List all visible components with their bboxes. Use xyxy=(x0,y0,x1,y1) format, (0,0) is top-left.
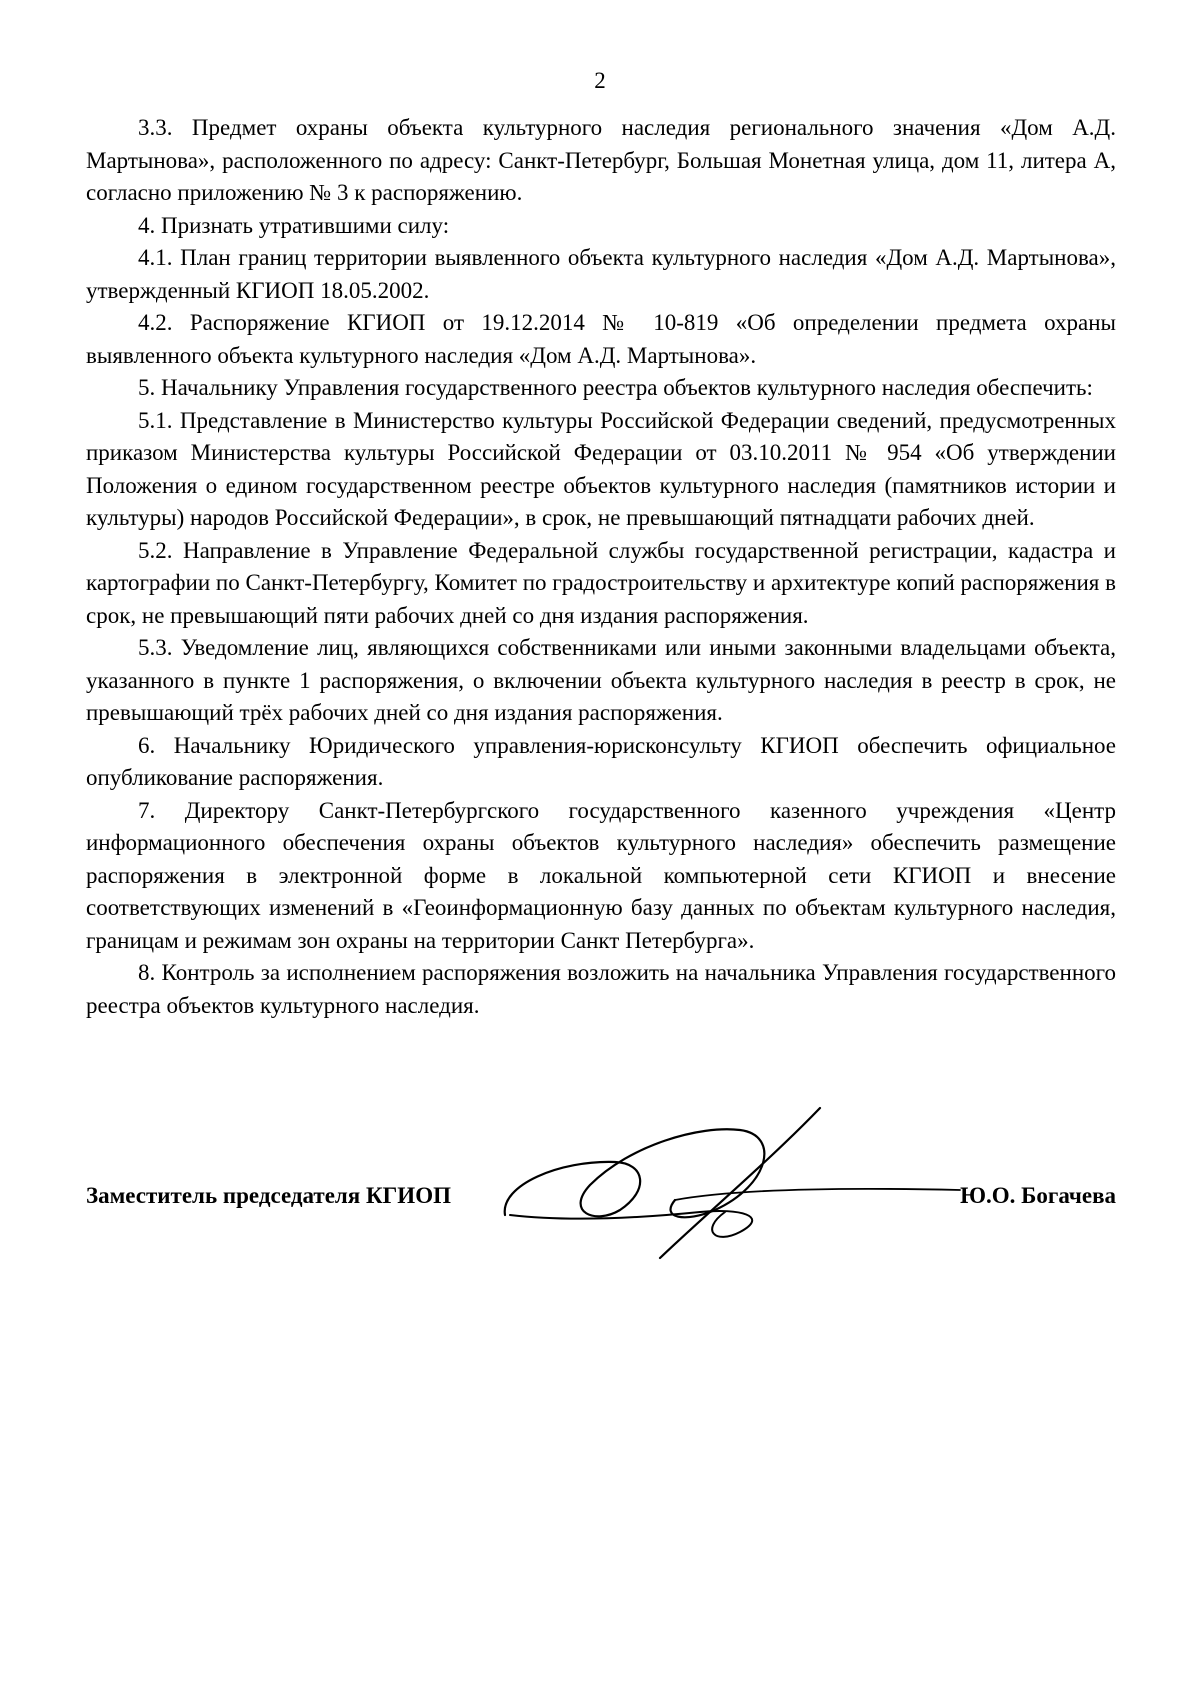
paragraph-5: 5. Начальнику Управления государственного реестра объектов культурного наследия обеспечить: xyxy=(138,375,1093,400)
page-number: 2 xyxy=(594,68,606,93)
paragraph-5-2: 5.2. Направление в Управление Федеральной службы государственной регистрации, кадастра и картографии по Санкт-Петербургу, Комитет по градостроительству и архитектуре копий распоряжения в срок, не превышающий пяти рабочих дней со дня издания распоряжения. xyxy=(86,537,1116,628)
signature-block xyxy=(86,1183,1116,1223)
paragraph-4-1: 4.1. План границ территории выявленного объекта культурного наследия «Дом А.Д. Мартынова», утвержденный КГИОП 18.05.2002. xyxy=(86,245,1116,303)
signatory-name: Ю.О. Богачева xyxy=(960,1183,1116,1208)
paragraph-3-3: 3.3. Предмет охраны объекта культурного наследия регионального значения «Дом А.Д. Мартынова», расположенного по адресу: Санкт-Петербург, Большая Монетная улица, дом 11, литера А, согласно приложению № 3 к распоряжению. xyxy=(86,115,1116,205)
paragraph-5-3: 5.3. Уведомление лиц, являющихся собственниками или иными законными владельцами объекта, указанного в пункте 1 распоряжения, о включении объекта культурного наследия в реестр в срок, не превышающий трёх рабочих дней со дня издания распоряжения. xyxy=(86,635,1116,725)
paragraph-4: 4. Признать утратившими силу: xyxy=(138,212,450,238)
paragraph-4-2: 4.2. Распоряжение КГИОП от 19.12.2014 № 10-819 «Об определении предмета охраны выявленного объекта культурного наследия «Дом А.Д. Мартынова». xyxy=(86,310,1116,368)
document-body xyxy=(86,112,1116,1022)
paragraph-5-1: 5.1. Представление в Министерство культуры Российской Федерации сведений, предусмотренных приказом Министерства культуры Российской Федерации от 03.10.2011 № 954 «Об утверждении Положения о едином государственном реестре объектов культурного наследия (памятников истории и культуры) народов Российской Федерации», в срок, не превышающий пятнадцати рабочих дней. xyxy=(86,407,1116,530)
paragraph-8: 8. Контроль за исполнением распоряжения возложить на начальника Управления государственного реестра объектов культурного наследия. xyxy=(86,960,1116,1018)
signatory-title: Заместитель председателя КГИОП xyxy=(86,1183,451,1208)
paragraph-6: 6. Начальнику Юридического управления-юрисконсульту КГИОП обеспечить официальное опубликование распоряжения. xyxy=(86,732,1116,790)
paragraph-7: 7. Директору Санкт-Петербургского государственного казенного учреждения «Центр информационного обеспечения охраны объектов культурного наследия» обеспечить размещение распоряжения в электронной форме в локальной компьютерной сети КГИОП и внесение соответствующих изменений в «Геоинформационную базу данных по объектам культурного наследия, границам и режимам зон охраны на территории Санкт Петербурга». xyxy=(86,797,1116,953)
